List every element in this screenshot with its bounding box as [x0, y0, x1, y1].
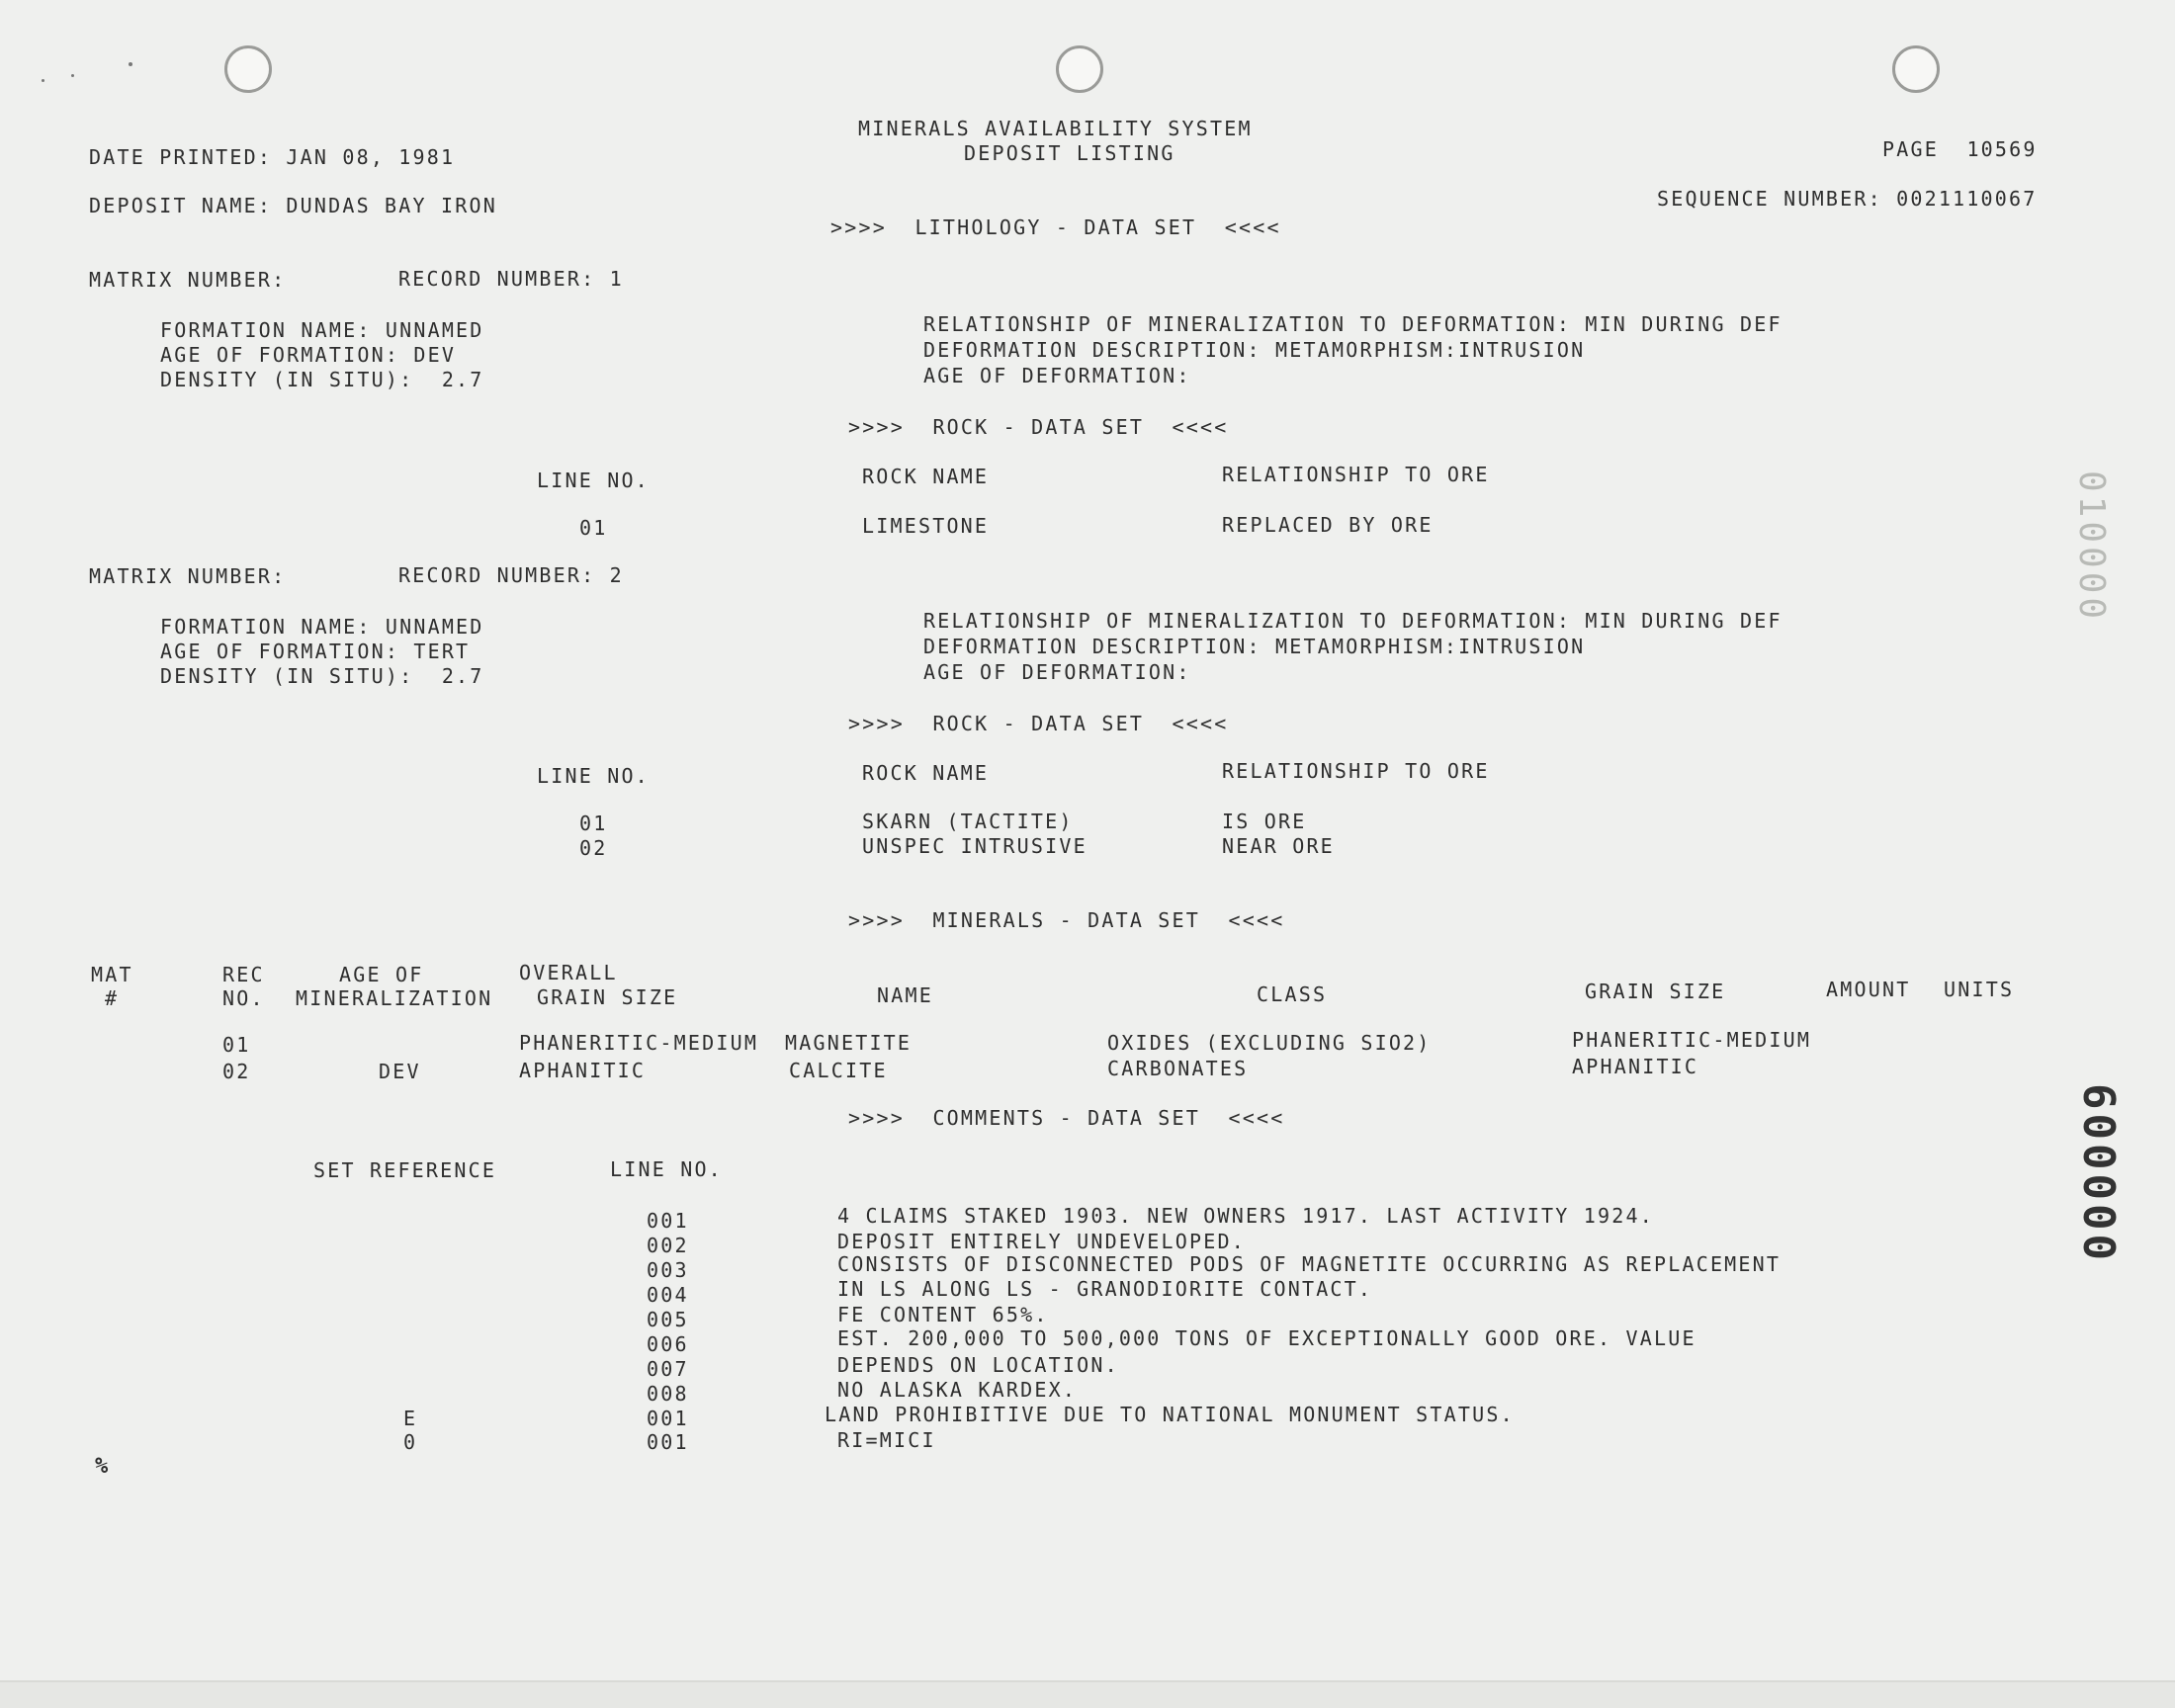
comment-line-no: 008 [647, 1382, 689, 1406]
lithology-heading: >>>> LITHOLOGY - DATA SET <<<< [830, 215, 1281, 239]
header-grain-size: GRAIN SIZE [1585, 980, 1726, 1003]
mineral-overall-grain: APHANITIC [519, 1059, 647, 1082]
rock-heading: >>>> ROCK - DATA SET <<<< [848, 415, 1229, 439]
header-overall-grain-size: GRAIN SIZE [537, 985, 678, 1009]
mineral-name: MAGNETITE [785, 1031, 913, 1055]
rock-name: LIMESTONE [862, 514, 990, 538]
comment-line-no: 007 [647, 1357, 689, 1381]
deformation-description: DEFORMATION DESCRIPTION: METAMORPHISM:INTRUSION [923, 635, 1586, 658]
rock-line-no: 01 [579, 811, 608, 835]
listing-title: DEPOSIT LISTING [964, 141, 1175, 165]
formation-age: AGE OF FORMATION: TERT [160, 640, 471, 663]
comment-set-ref: E [403, 1407, 418, 1430]
deformation-description: DEFORMATION DESCRIPTION: METAMORPHISM:INTRUSION [923, 338, 1586, 362]
comment-text: FE CONTENT 65%. [837, 1303, 1049, 1326]
mineral-name: CALCITE [789, 1059, 888, 1082]
comment-text: RI=MICI [837, 1428, 936, 1452]
rock-header-name: ROCK NAME [862, 761, 990, 785]
formation-name: FORMATION NAME: UNNAMED [160, 615, 484, 639]
comment-text: IN LS ALONG LS - GRANODIORITE CONTACT. [837, 1277, 1373, 1301]
system-title: MINERALS AVAILABILITY SYSTEM [858, 117, 1253, 140]
end-of-record-mark: % [95, 1454, 111, 1479]
header-mat: MAT [91, 963, 133, 986]
record-number: RECORD NUMBER: 2 [398, 563, 624, 587]
density: DENSITY (IN SITU): 2.7 [160, 368, 484, 391]
ink-speck [71, 74, 74, 77]
header-mat-hash: # [105, 986, 120, 1010]
comment-text: CONSISTS OF DISCONNECTED PODS OF MAGNETITE OCCURRING AS REPLACEMENT [837, 1252, 1782, 1276]
rock-header-relation: RELATIONSHIP TO ORE [1222, 463, 1490, 486]
rock-relation: REPLACED BY ORE [1222, 513, 1434, 537]
punch-hole-right [1892, 45, 1940, 93]
rock-heading: >>>> ROCK - DATA SET <<<< [848, 712, 1229, 735]
header-age-of: AGE OF [339, 963, 424, 986]
header-comment-line-no: LINE NO. [610, 1157, 723, 1181]
mineralization-relationship: RELATIONSHIP OF MINERALIZATION TO DEFORMATION: MIN DURING DEF [923, 312, 1783, 336]
comment-line-no: 001 [647, 1209, 689, 1233]
comment-text: DEPENDS ON LOCATION. [837, 1353, 1119, 1377]
sequence-number: SEQUENCE NUMBER: 0021110067 [1657, 187, 2038, 211]
rock-header-line: LINE NO. [537, 764, 650, 788]
mineral-rec-no: 01 [222, 1033, 251, 1057]
comment-line-no: 003 [647, 1258, 689, 1282]
header-overall: OVERALL [519, 961, 618, 984]
mineral-grain-size: APHANITIC [1572, 1055, 1699, 1078]
ink-speck [42, 79, 44, 82]
punch-hole-center [1056, 45, 1103, 93]
mineral-class: OXIDES (EXCLUDING SIO2) [1107, 1031, 1432, 1055]
rock-header-relation: RELATIONSHIP TO ORE [1222, 759, 1490, 783]
punch-hole-left [224, 45, 272, 93]
comment-line-no: 004 [647, 1283, 689, 1307]
deformation-age: AGE OF DEFORMATION: [923, 364, 1191, 387]
rock-line-no: 02 [579, 836, 608, 860]
comment-set-ref: 0 [403, 1430, 418, 1454]
header-amount: AMOUNT [1826, 978, 1911, 1001]
rock-header-name: ROCK NAME [862, 465, 990, 488]
formation-age: AGE OF FORMATION: DEV [160, 343, 457, 367]
rock-relation: IS ORE [1222, 810, 1307, 833]
comment-text: EST. 200,000 TO 500,000 TONS OF EXCEPTIONALLY GOOD ORE. VALUE [837, 1326, 1696, 1350]
header-mineralization: MINERALIZATION [296, 986, 493, 1010]
formation-name: FORMATION NAME: UNNAMED [160, 318, 484, 342]
rock-line-no: 01 [579, 516, 608, 540]
comment-line-no: 002 [647, 1234, 689, 1257]
comment-line-no: 001 [647, 1430, 689, 1454]
mineral-age: DEV [379, 1060, 421, 1083]
header-rec-no: NO. [222, 986, 265, 1010]
deposit-name: DEPOSIT NAME: DUNDAS BAY IRON [89, 194, 497, 217]
date-printed: DATE PRINTED: JAN 08, 1981 [89, 145, 456, 169]
comment-line-no: 001 [647, 1407, 689, 1430]
rock-header-line: LINE NO. [537, 469, 650, 492]
mineral-grain-size: PHANERITIC-MEDIUM [1572, 1028, 1812, 1052]
matrix-number-label: MATRIX NUMBER: [89, 268, 287, 292]
deformation-age: AGE OF DEFORMATION: [923, 660, 1191, 684]
header-class: CLASS [1257, 982, 1328, 1006]
comment-line-no: 006 [647, 1332, 689, 1356]
minerals-heading: >>>> MINERALS - DATA SET <<<< [848, 908, 1285, 932]
header-name: NAME [877, 983, 933, 1007]
mineral-class: CARBONATES [1107, 1057, 1249, 1080]
rock-relation: NEAR ORE [1222, 834, 1335, 858]
comment-text: 4 CLAIMS STAKED 1903. NEW OWNERS 1917. LAST ACTIVITY 1924. [837, 1204, 1654, 1228]
comment-line-no: 005 [647, 1308, 689, 1331]
margin-stamp-bold: 600000 [2073, 1083, 2124, 1264]
header-set-reference: SET REFERENCE [313, 1158, 497, 1182]
comment-text: DEPOSIT ENTIRELY UNDEVELOPED. [837, 1230, 1246, 1253]
comment-text: NO ALASKA KARDEX. [837, 1378, 1078, 1402]
rock-name: UNSPEC INTRUSIVE [862, 834, 1088, 858]
ink-speck [129, 62, 132, 66]
rock-name: SKARN (TACTITE) [862, 810, 1074, 833]
mineralization-relationship: RELATIONSHIP OF MINERALIZATION TO DEFORMATION: MIN DURING DEF [923, 609, 1783, 633]
comment-text: LAND PROHIBITIVE DUE TO NATIONAL MONUMENT STATUS. [825, 1403, 1515, 1426]
mineral-overall-grain: PHANERITIC-MEDIUM [519, 1031, 759, 1055]
matrix-number-label: MATRIX NUMBER: [89, 564, 287, 588]
comments-heading: >>>> COMMENTS - DATA SET <<<< [848, 1106, 1285, 1130]
page-number: PAGE 10569 [1882, 137, 2038, 161]
margin-stamp-faint: 010000 [2071, 470, 2112, 624]
header-units: UNITS [1944, 978, 2015, 1001]
header-rec: REC [222, 963, 265, 986]
mineral-rec-no: 02 [222, 1060, 251, 1083]
density: DENSITY (IN SITU): 2.7 [160, 664, 484, 688]
record-number: RECORD NUMBER: 1 [398, 267, 624, 291]
